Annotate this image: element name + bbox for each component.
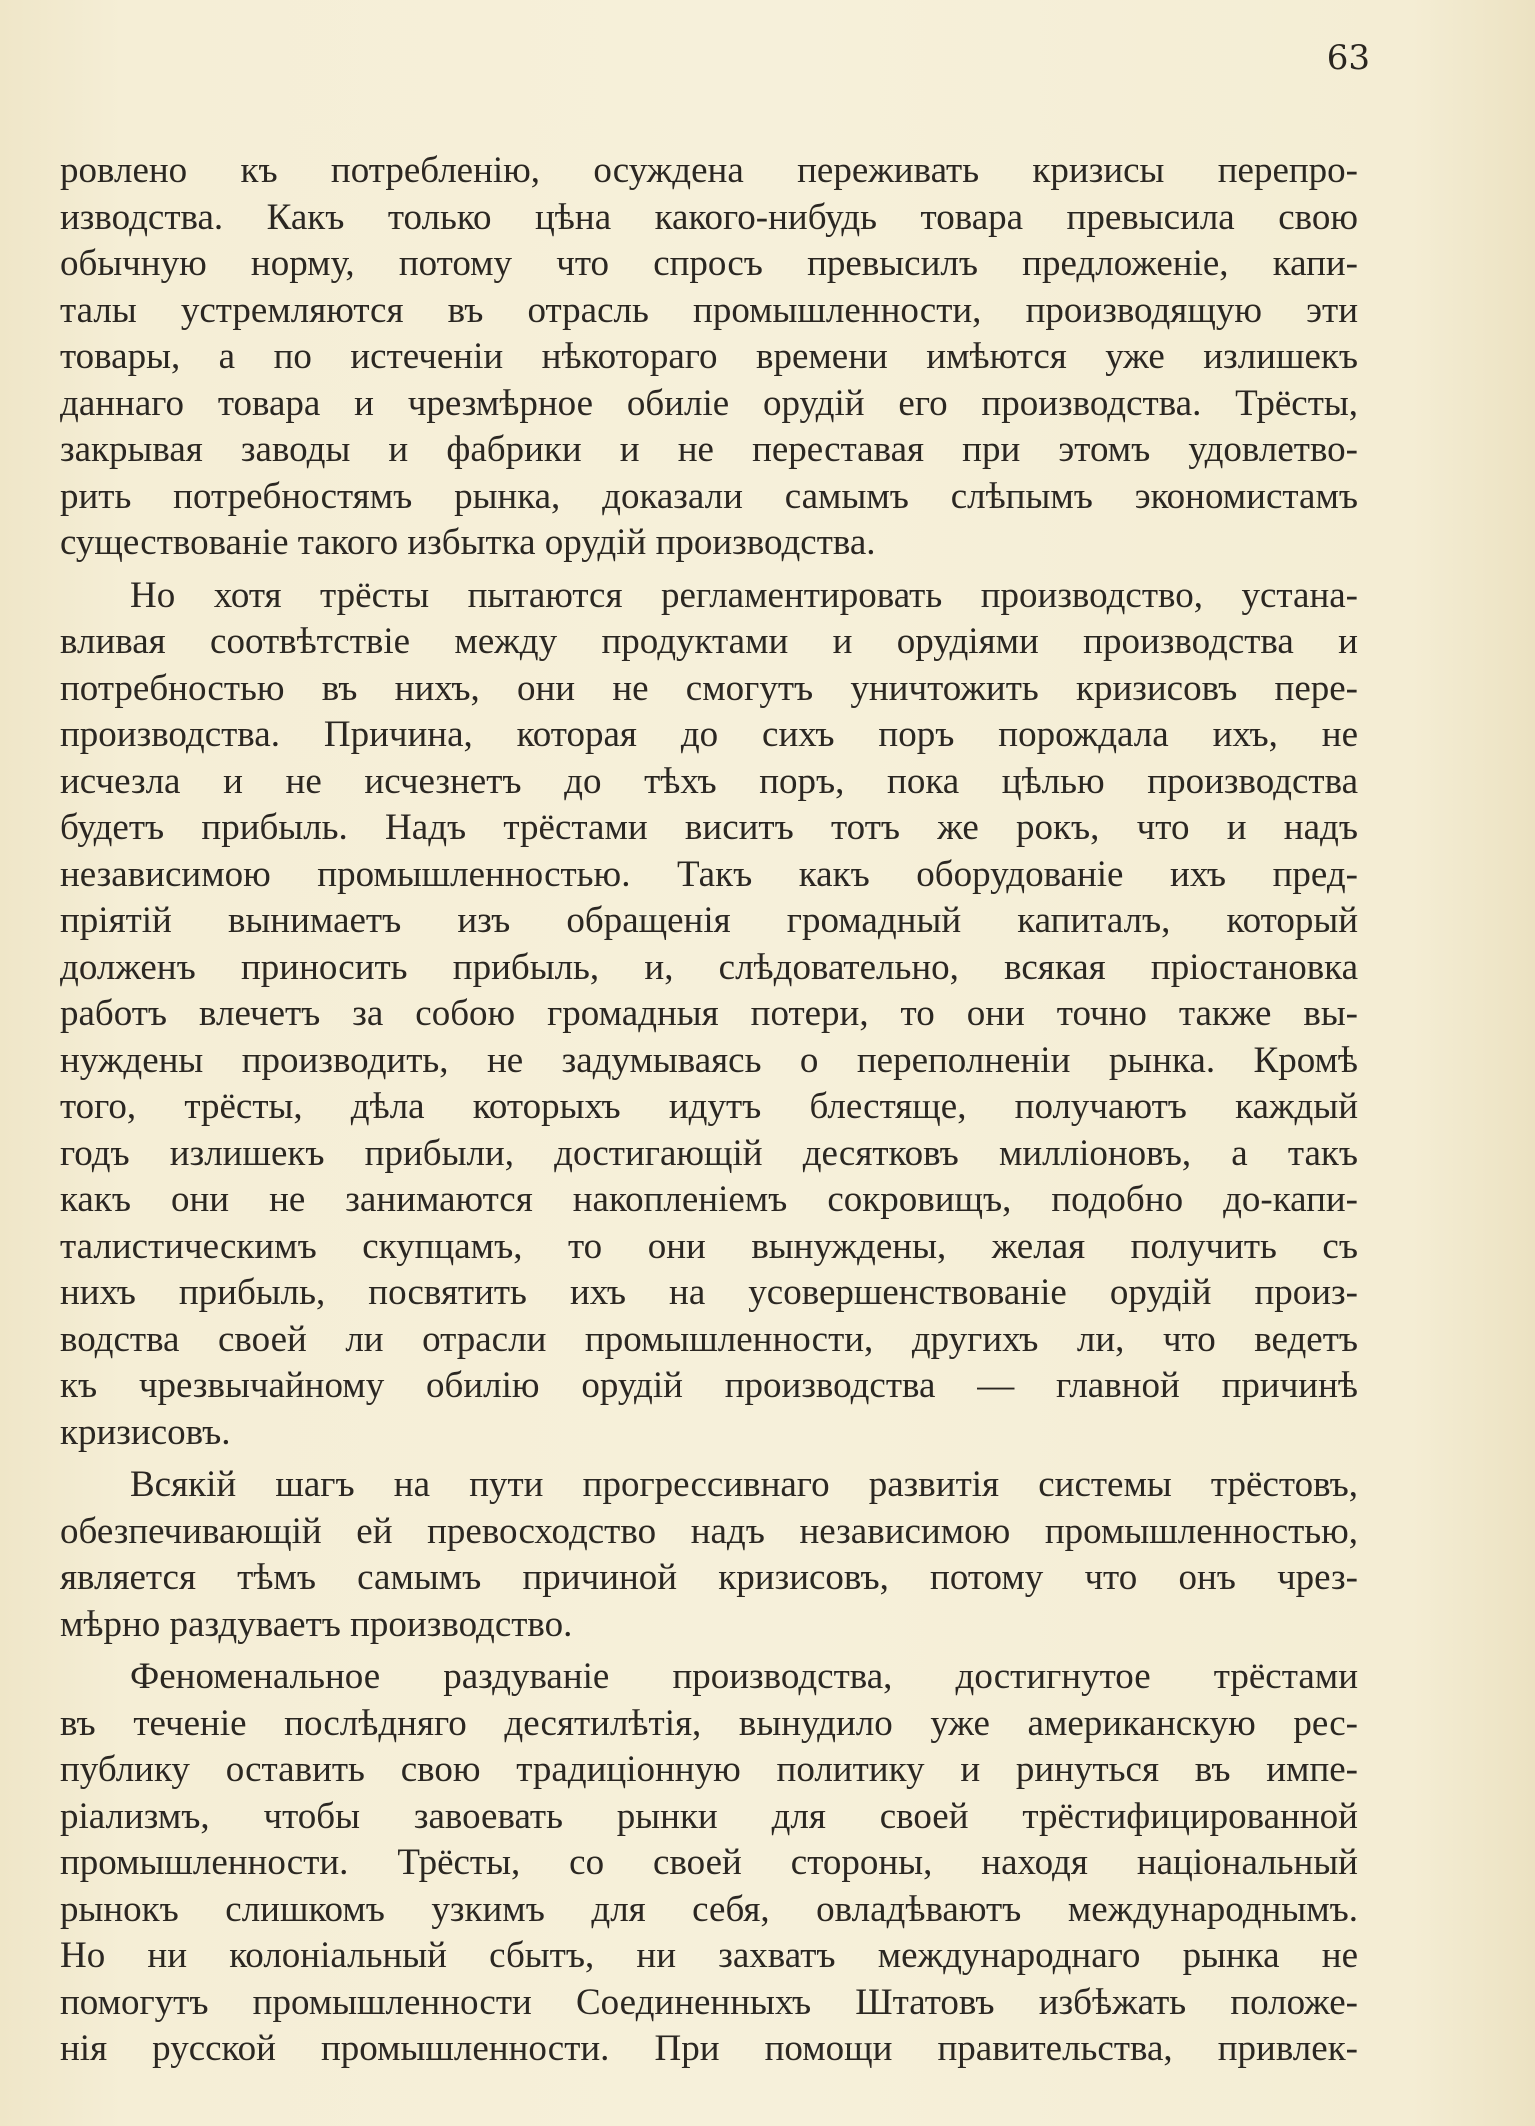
text-line: талы устремляются въ отрасль промышленности, производящую эти (60, 289, 1358, 331)
text-line: талистическимъ скупцамъ, то они вынуждены, желая получить съ (60, 1225, 1358, 1267)
text-line: публику оставить свою традиціонную политику и ринуться въ импе- (60, 1749, 1358, 1790)
text-line: исчезла и не исчезнетъ до тѣхъ поръ, пока цѣлью производства (60, 760, 1358, 802)
text-line: вливая соотвѣтствіе между продуктами и орудіями производства и (60, 621, 1358, 662)
text-line: того, трёсты, дѣла которыхъ идутъ блестяще, получаютъ каждый (60, 1086, 1358, 1127)
text-line: рить потребностямъ рынка, доказали самымъ слѣпымъ экономистамъ (60, 475, 1358, 517)
text-line: рынокъ слишкомъ узкимъ для себя, овладѣваютъ международнымъ. (60, 1888, 1358, 1930)
text-line: нуждены производить, не задумываясь о переполненіи рынка. Кромѣ (60, 1039, 1358, 1081)
text-line: мѣрно раздуваетъ производство. (60, 1603, 573, 1645)
text-line: промышленности. Трёсты, со своей стороны, находя національный (60, 1842, 1358, 1883)
paragraph (60, 1654, 1358, 2073)
text-line: является тѣмъ самымъ причиной кризисовъ, потому что онъ чрез- (60, 1557, 1358, 1598)
text-line: потребностью въ нихъ, они не смогутъ уничтожить кризисовъ пере- (60, 667, 1358, 709)
paragraph (60, 148, 1358, 567)
text-line: производства. Причина, которая до сихъ поръ порождала ихъ, не (60, 714, 1358, 755)
text-line: къ чрезвычайному обилію орудій производства — главной причинѣ (60, 1365, 1358, 1406)
text-line: какъ они не занимаются накопленіемъ сокровищъ, подобно до-капи- (60, 1179, 1358, 1220)
text-line: Но ни колоніальный сбытъ, ни захватъ международнаго рынка не (60, 1935, 1358, 1976)
text-line: даннаго товара и чрезмѣрное обиліе орудій его производства. Трёсты, (60, 382, 1358, 424)
text-line: изводства. Какъ только цѣна какого-нибудь товара превысила свою (60, 196, 1358, 238)
paragraph (60, 573, 1358, 1457)
body-text (60, 148, 1358, 2079)
text-line: пріятій вынимаетъ изъ обращенія громадный капиталъ, который (60, 900, 1358, 941)
paragraph (60, 1462, 1358, 1648)
text-line: независимою промышленностью. Такъ какъ оборудованіе ихъ пред- (60, 853, 1358, 895)
text-line: обезпечивающій ей превосходство надъ независимою промышленностью, (60, 1510, 1358, 1552)
text-line: нихъ прибыль, посвятить ихъ на усовершенствованіе орудій произ- (60, 1272, 1358, 1313)
text-line: работъ влечетъ за собою громадныя потери, то они точно также вы- (60, 993, 1358, 1034)
text-line: ровлено къ потребленію, осуждена переживать кризисы перепро- (60, 150, 1358, 191)
text-line: Всякій шагъ на пути прогрессивнаго развитія системы трёстовъ, (130, 1464, 1358, 1505)
text-line: ріализмъ, чтобы завоевать рынки для своей трёстифицированной (60, 1795, 1358, 1837)
page-number: 63 (1326, 38, 1370, 78)
text-line: годъ излишекъ прибыли, достигающій десятковъ милліоновъ, а такъ (60, 1132, 1358, 1174)
text-line: закрывая заводы и фабрики и не переставая при этомъ удовлетво- (60, 429, 1358, 470)
text-line: кризисовъ. (60, 1411, 231, 1453)
text-line: въ теченіе послѣдняго десятилѣтія, вынудило уже американскую рес- (60, 1702, 1358, 1744)
text-line: существованіе такого избытка орудій производства. (60, 522, 876, 563)
text-line: Но хотя трёсты пытаются регламентировать производство, устана- (130, 574, 1358, 616)
text-line: долженъ приносить прибыль, и, слѣдовательно, всякая пріостановка (60, 946, 1358, 988)
text-line: будетъ прибыль. Надъ трёстами виситъ тотъ же рокъ, что и надъ (60, 807, 1358, 848)
text-line: водства своей ли отрасли промышленности, другихъ ли, что ведетъ (60, 1318, 1358, 1360)
text-line: помогутъ промышленности Соединенныхъ Штатовъ избѣжать положе- (60, 1981, 1358, 2023)
text-line: обычную норму, потому что спросъ превысилъ предложеніе, капи- (60, 243, 1358, 284)
text-line: нія русской промышленности. При помощи правительства, привлек- (60, 2028, 1358, 2069)
text-line: Феноменальное раздуваніе производства, достигнутое трёстами (130, 1656, 1358, 1697)
text-line: товары, а по истеченіи нѣкотораго времени имѣются уже излишекъ (60, 336, 1358, 377)
